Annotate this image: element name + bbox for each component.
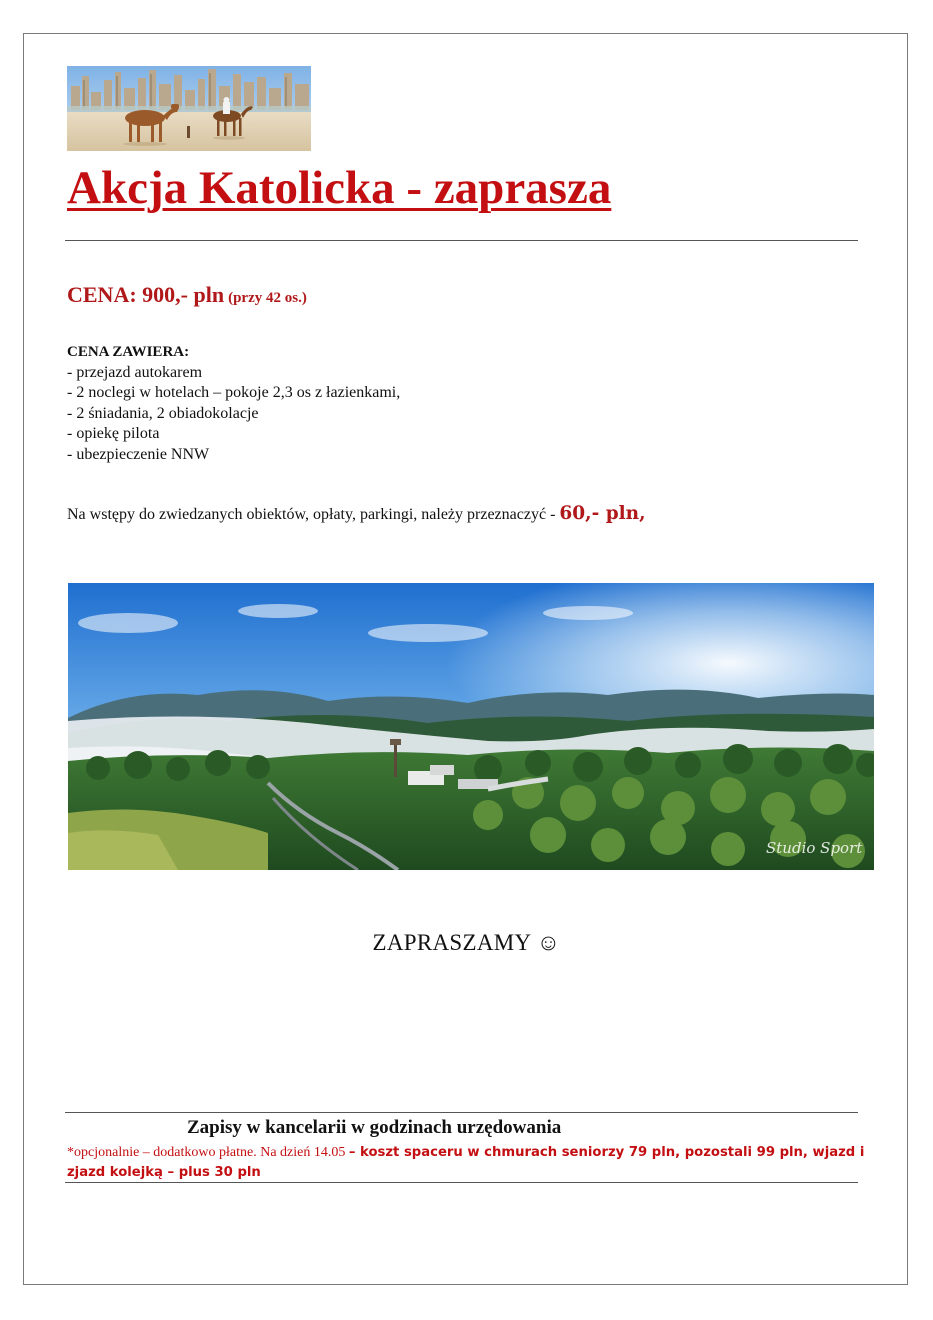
closing-invitation: [0, 930, 933, 956]
list-item: - 2 śniadania, 2 obiadokolacje: [67, 404, 259, 422]
price-line: [67, 282, 307, 308]
entrance-fees: [67, 503, 646, 524]
note-rest: – koszt spaceru w chmurach seniorzy 79 pln, pozostali 99 pln, wjazd i zjazd kolejką – plus 30 pln: [67, 1145, 865, 1180]
panorama-photo: [68, 583, 874, 870]
list-item: - opiekę pilota: [67, 425, 160, 442]
optional-note: [67, 1143, 877, 1183]
price-note: (przy 42 os.): [228, 290, 307, 306]
list-item: - 2 noclegi w hotelach – pokoje 2,3 os z łazienkami,: [67, 384, 401, 401]
entrance-text: Na wstępy do zwiedzanych obiektów, opłaty, parkingi, należy przeznaczyć -: [67, 506, 560, 523]
includes-list: [67, 363, 400, 466]
closing-text: ZAPRASZAMY: [372, 930, 531, 955]
signup-info: Zapisy w kancelarii w godzinach urzędowania: [187, 1117, 562, 1138]
divider-top: [65, 240, 858, 241]
main-title: Akcja Katolicka - zaprasza: [67, 162, 612, 214]
list-item: - przejazd autokarem: [67, 363, 203, 381]
entrance-amount: 60,- pln,: [559, 503, 646, 524]
includes-heading: CENA ZAWIERA:: [67, 344, 190, 360]
divider-footer-bottom: [65, 1182, 858, 1183]
list-item: - ubezpieczenie NNW: [67, 445, 210, 463]
price-main: CENA: 900,- pln: [67, 282, 225, 307]
watermark: Studio Sport: [766, 839, 863, 857]
header-photo: [67, 66, 311, 151]
note-prefix: *opcjonalnie – dodatkowo płatne. Na dzień 14.05: [67, 1145, 349, 1160]
smiley-icon: ☺: [536, 930, 561, 955]
price-includes: [67, 342, 400, 465]
divider-footer-top: [65, 1112, 858, 1113]
